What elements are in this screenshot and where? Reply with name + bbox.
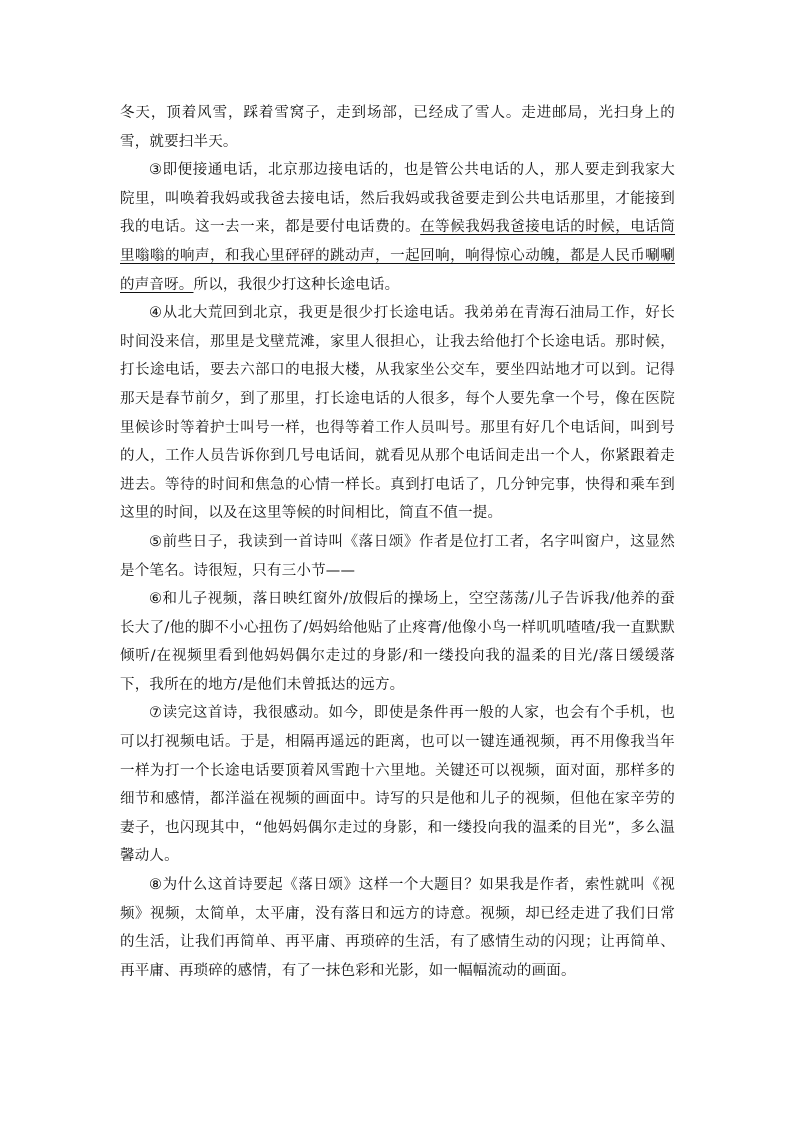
paragraph-3-text-before: ③即便接通电话，北京那边接电话的，也是管公共电话的人，那人要走到我家大院里，叫唤着我妈或我爸去接电话，然后我妈或我爸要走到公共电话那里，才能接到我的电话。这一去一来，都是要付电话费的。 (120, 162, 675, 236)
paragraph-3-text-after: 所以，我很少打这种长途电话。 (193, 276, 400, 293)
paragraph-4: ④从北大荒回到北京，我更是很少打长途电话。我弟弟在青海石油局工作，好长时间没来信，那里是戈壁荒滩，家里人很担心，让我去给他打个长途电话。那时候，打长途电话，要去六部口的电报大楼，从我家坐公交车，要坐四站地才可以到。记得那天是春节前夕，到了那里，打长途电话的人很多，每个人要先拿一个号，像在医院里候诊时等着护士叫号一样，也得等着工作人员叫号。那里有好几个电话间，叫到号的人，工作人员告诉你到几号电话间，就看见从那个电话间走出一个人，你紧跟着走进去。等待的时间和焦急的心情一样长。真到打电话了，几分钟完事，快得和乘车到这里的时间，以及在这里等候的时间相比，简直不值一提。 (120, 305, 675, 522)
paragraph-7: ⑦读完这首诗，我很感动。如今，即使是条件再一般的人家，也会有个手机，也可以打视频电话。于是，相隔再遥远的距离，也可以一键连通视频，再不用像我当年一样为打一个长途电话要顶着风雪跑十六里地。关键还可以视频，面对面，那样多的细节和感情，都洋溢在视频的画面中。诗写的只是他和儿子的视频，但他在家辛劳的妻子，也闪现其中，“他妈妈偶尔走过的身影，和一缕投向我的温柔的目光”，多么温馨动人。 (120, 705, 675, 865)
paragraph-6-poem: ⑥和儿子视频，落日映红窗外/放假后的操场上，空空荡荡/儿子告诉我/他养的蚕长大了/他的脚不小心扭伤了/妈妈给他贴了止疼膏/他像小鸟一样叽叽喳喳/我一直默默倾听/在视频里看到他妈妈偶尔走过的身影/和一缕投向我的温柔的目光/落日缓缓落下，我所在的地方/是他们未曾抵达的远方。 (120, 591, 675, 693)
paragraph-5: ⑤前些日子，我读到一首诗叫《落日颂》作者是位打工者，名字叫窗户，这显然是个笔名。诗很短，只有三小节—— (120, 533, 675, 579)
paragraph-8: ⑧为什么这首诗要起《落日颂》这样一个大题目？如果我是作者，索性就叫《视频》视频，太简单，太平庸，没有落日和远方的诗意。视频，却已经走进了我们日常的生活，让我们再简单、再平庸、再琐碎的生活，有了感情生动的闪现；让再简单、再平庸、再琐碎的感情，有了一抹色彩和光影，如一幅幅流动的画面。 (120, 877, 675, 979)
paragraph-2-continuation: 冬天，顶着风雪，踩着雪窝子，走到场部，已经成了雪人。走进邮局，光扫身上的雪，就要扫半天。 (120, 105, 675, 150)
essay-body (120, 99, 675, 985)
paragraph-3 (120, 156, 675, 299)
paragraph-3-underlined-sentence: 在等候我妈我爸接电话的时候，电话筒里嗡嗡的响声，和我心里砰砰的跳动声，一起回响，响得惊心动魄，都是人民币唰唰的声音呀。 (120, 219, 676, 293)
